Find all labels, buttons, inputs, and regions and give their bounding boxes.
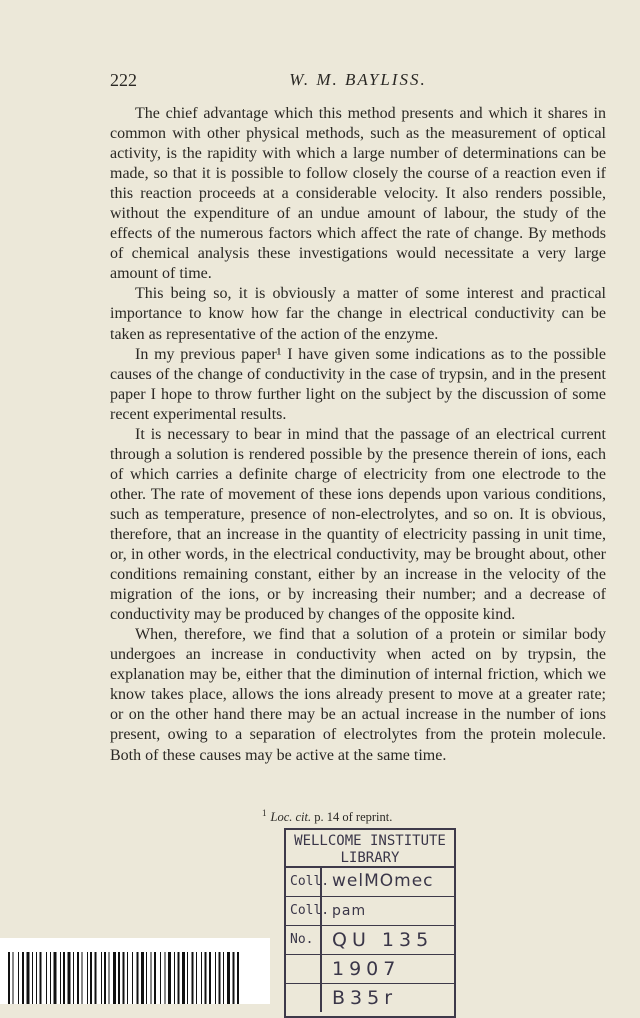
footnote-mark: 1: [262, 808, 267, 818]
paragraph: In my previous paper¹ I have given some indications as to the possible causes of the change of conductivity in the case of trypsin, and in the present paper I hope to throw further light on the subject by the discussion of some recent experimental results.: [110, 345, 606, 423]
stamp-divider: [320, 897, 322, 925]
stamp-row: [286, 897, 454, 926]
stamp-divider: [320, 955, 322, 983]
stamp-row: [286, 984, 454, 1012]
page-number: 222: [110, 70, 137, 90]
stamp-row: [286, 955, 454, 984]
footnote: [262, 808, 392, 825]
stamp-value: 1907: [332, 958, 401, 980]
body-text: [110, 104, 606, 766]
stamp-value: pam: [332, 903, 367, 919]
stamp-title-line1: WELLCOME INSTITUTE: [294, 833, 446, 849]
stamp-title: [286, 830, 454, 868]
paragraph: The chief advantage which this method presents and which it shares in common with other physical methods, such as the measurement of optical activity, is the rapidity with which a large number of determinations can be made, so that it is possible to follow closely the course of a reaction even if this reaction proceeds at a considerable velocity. It also renders possible, without the expenditure of an undue amount of labour, the study of the effects of the numerous factors which affect the rate of change. By methods of chemical analysis these investigations would necessitate a very large amount of time.: [110, 105, 606, 283]
page-header: [110, 66, 606, 94]
stamp-title-line2: LIBRARY: [340, 850, 400, 866]
barcode-label: [0, 938, 270, 1004]
paragraph: It is necessary to bear in mind that the passage of an electrical current through a solution is rendered possible by the presence therein of ions, each of which carries a definite charge of electricity from one electrode to the other. The rate of movement of these ions depends upon various conditions, such as temperature, presence of non-electrolytes, and so on. It is obvious, therefore, that an increase in the quantity of electricity passing in unit time, or, in other words, in the electrical conductivity, may be brought about, other conditions remaining constant, either by an increase in the velocity of the migration of the ions, or by increasing their number; and a decrease of conductivity may be produced by changes of the opposite kind.: [110, 425, 606, 624]
stamp-divider: [320, 984, 322, 1012]
stamp-key: Coll.: [290, 874, 330, 889]
stamp-value: QU 135: [332, 929, 434, 951]
barcode-icon: [8, 952, 244, 1004]
footnote-text: p. 14 of reprint.: [314, 810, 393, 824]
library-stamp: [284, 828, 456, 1018]
stamp-divider: [320, 926, 322, 954]
stamp-row: [286, 868, 454, 897]
stamp-key: Coll.: [290, 903, 330, 918]
running-head: W. M. BAYLISS.: [289, 70, 427, 89]
stamp-divider: [320, 868, 322, 896]
stamp-key: No.: [290, 932, 314, 947]
footnote-citation: Loc. cit.: [270, 810, 312, 824]
stamp-value: B35r: [332, 987, 398, 1009]
paragraph: When, therefore, we find that a solution of a protein or similar body undergoes an increase in conductivity when acted on by trypsin, the explanation may be, either that the diminution of internal friction, which we know takes place, allows the ions already present to move at a greater rate; or on the other hand there may be an actual increase in the number of ions present, owing to a separation of electrolytes from the protein molecule. Both of these causes may be active at the same time.: [110, 626, 606, 764]
paragraph: This being so, it is obviously a matter of some interest and practical importance to know how far the change in electrical conductivity can be taken as representative of the action of the enzyme.: [110, 285, 606, 343]
stamp-row: [286, 926, 454, 955]
stamp-value: welMOmec: [332, 871, 434, 891]
